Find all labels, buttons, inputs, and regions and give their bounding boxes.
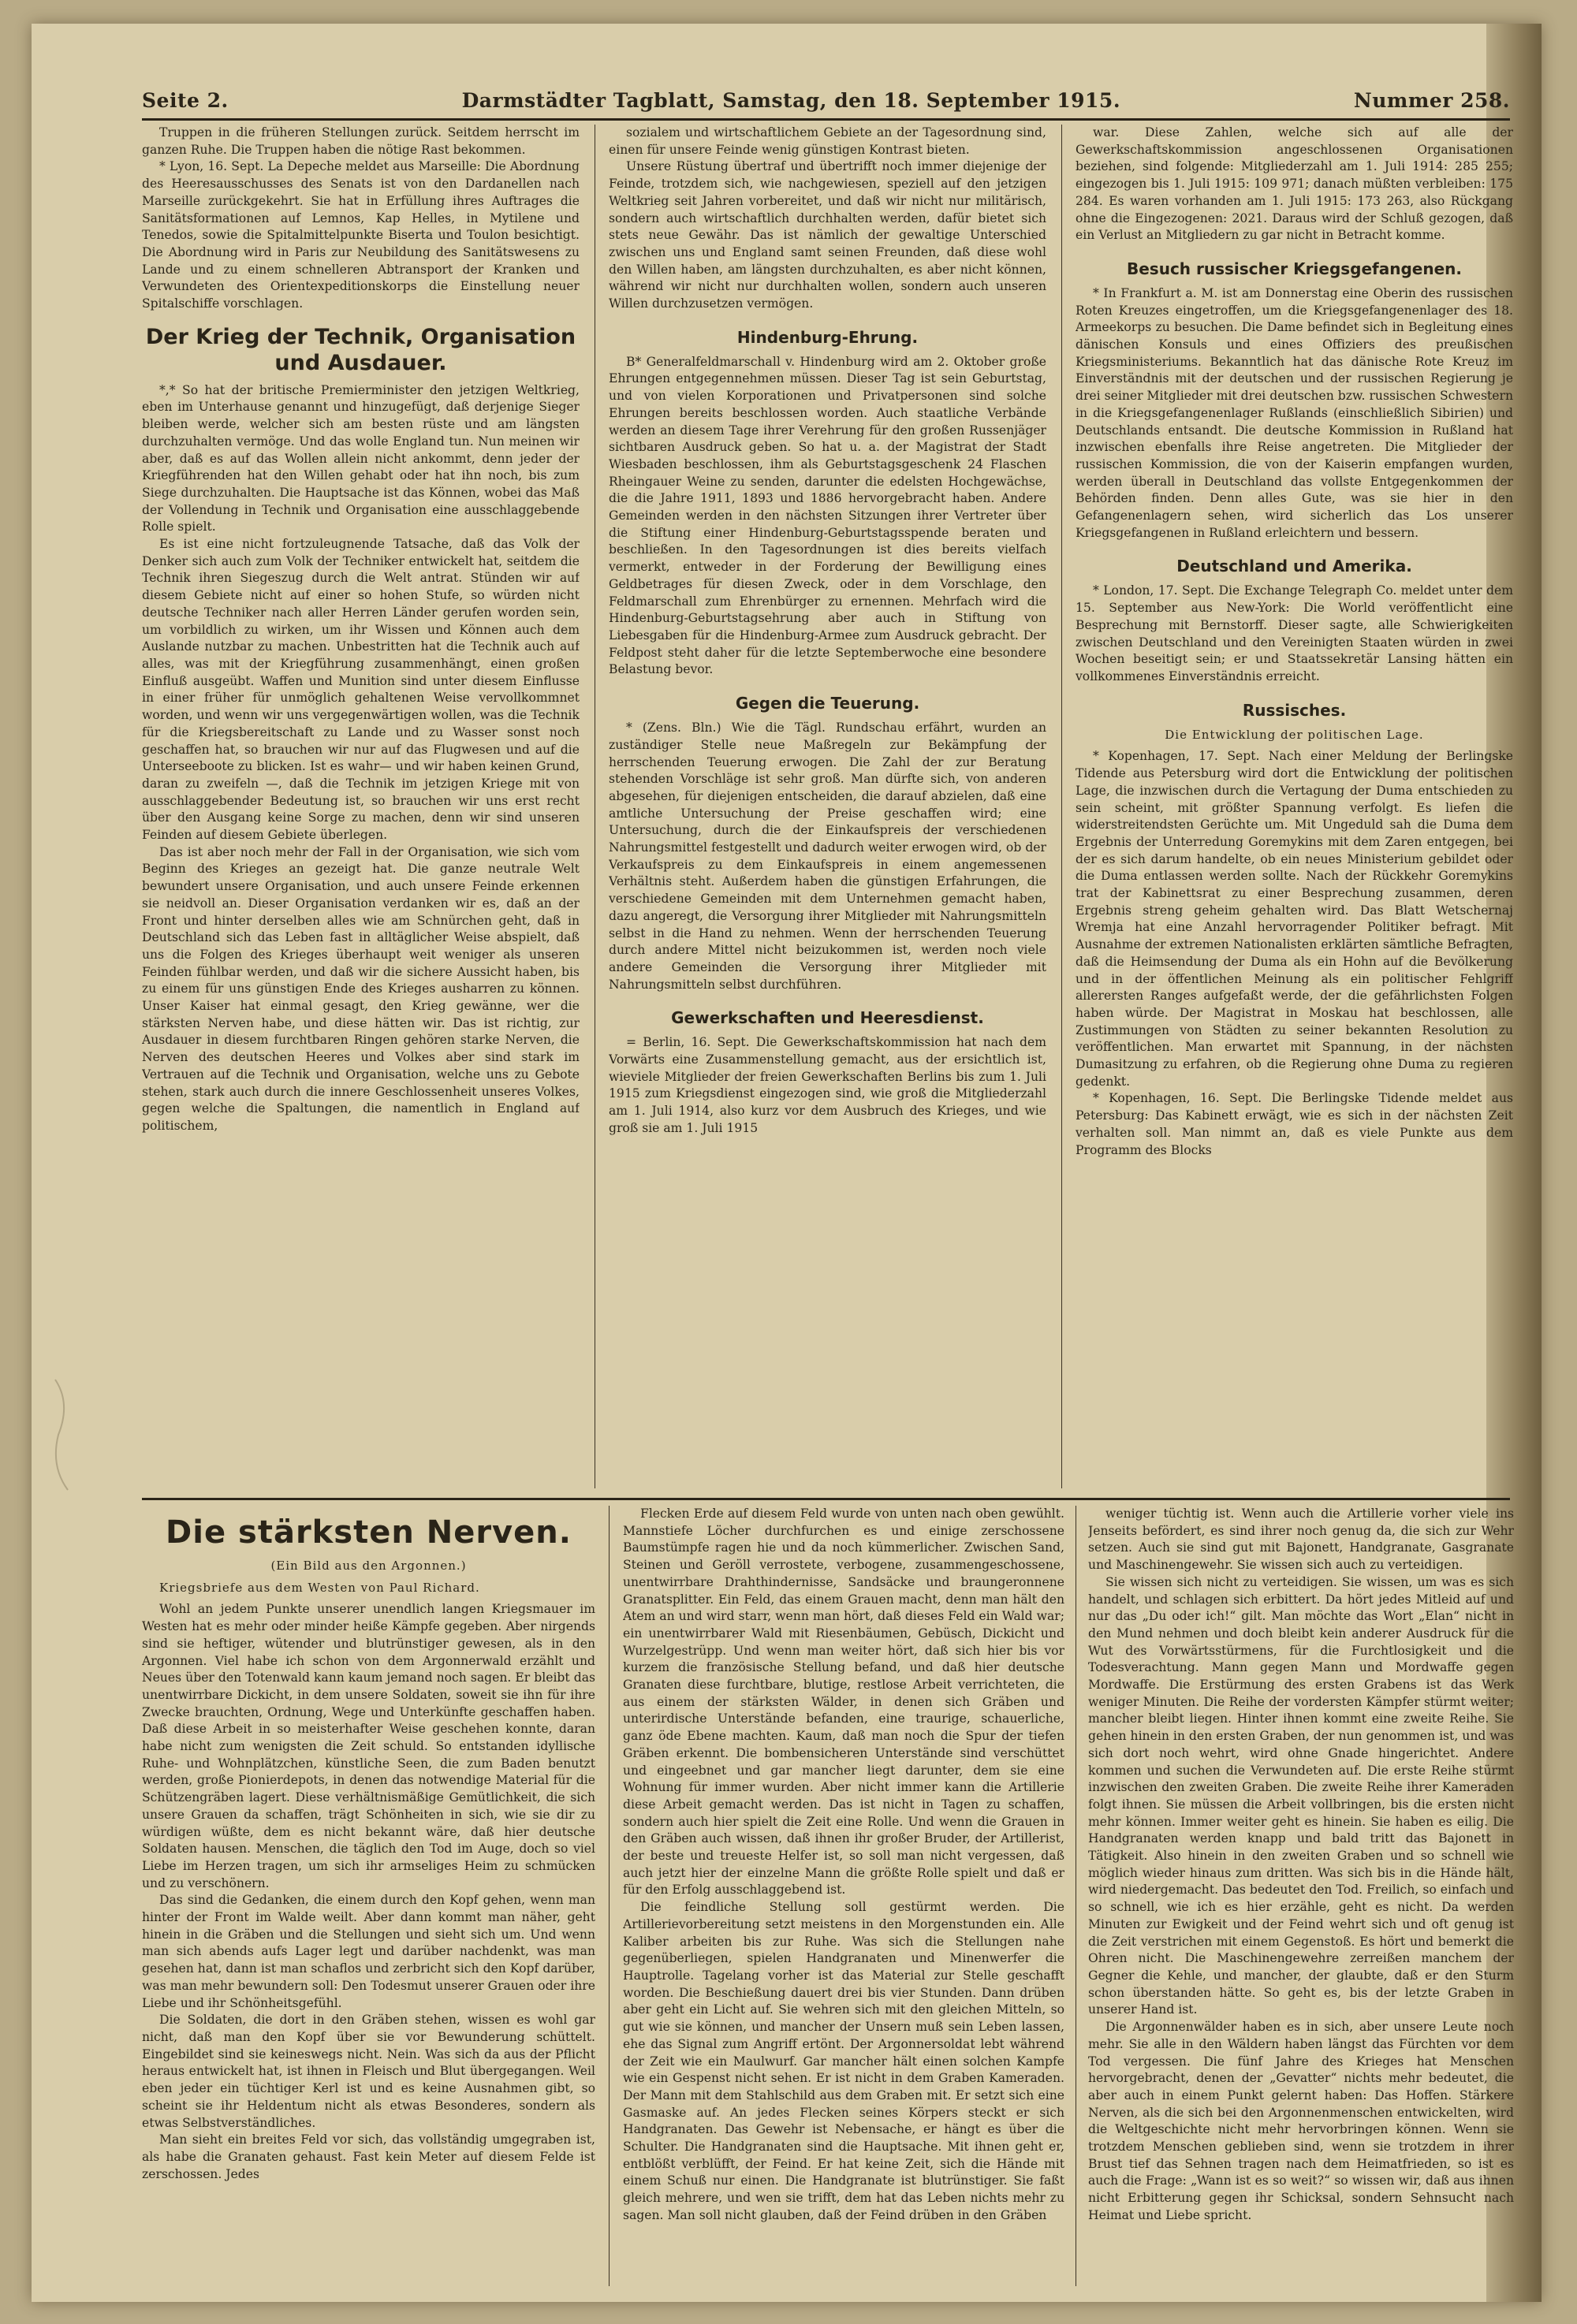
article-headline: Russisches. — [1242, 700, 1347, 720]
feuilleton-paragraph: Sie wissen sich nicht zu verteidigen. Sie wissen, um was es sich handelt, und schlagen sich erbittert. Da hört jedes Mitleid auf und nur das „Du oder ich!“ gilt. Man möchte das Wort „Elan“ nicht in den Mund nehmen und doch bleibt kein anderer Ausdruck für die Wut des Vorwärtsstürmens, für die Furchtlosigkeit und die Todesverachtung. Mann gegen Mann und Mordwaffe gegen Mordwaffe. Die Erstürmung des ersten Grabens ist das Werk weniger Minuten. Die Reihe der vordersten Kämpfer stürmt weiter; mancher bleibt liegen. Hinter ihnen kommt eine zweite Reihe. Sie gehen hinein in den ersten Graben, der nun genommen ist, und was sich dort noch wehrt, wird ohne Gnade hingerichtet. Andere kommen und suchen die Verwundeten auf. Die erste Reihe stürmt inzwischen den zweiten Graben. Die zweite Reihe ihrer Kameraden folgt ihnen. Sie müssen die Arbeit vollbringen, bis die ersten nicht mehr können. Immer weiter geht es hinein. Sie haben es eilig. Die Handgranaten werden knapp und bald tritt das Bajonett in Tätigkeit. Also hinein in den zweiten Graben und so schnell wie möglich wieder hinaus zum dritten. Was sich bis in die Hände hält, wird niedergemacht. Das bedeutet den Tod. Freilich, so einfach und so schnell, wie ich es hier erzähle, geht es nicht. Da werden Minuten zur Ewigkeit und der Feind wehrt sich und oft genug ist die Zeit verstrichen mit einem Gegenstoß. Es hört und bemerkt die Ohren nicht. Die Maschinengewehre zerreißen manchem der Gegner die Kehle, und mancher, der glaubte, daß er den Sturm schon überstanden hätte. So geht es, bis der letzte Graben in unserer Hand ist. — [1088, 1574, 1514, 2017]
article-paragraph: Truppen in die früheren Stellungen zurück. Seitdem herrscht im ganzen Ruhe. Die Truppen haben die nötige Rast bekommen. — [142, 125, 580, 157]
article-headline: Hindenburg-Ehrung. — [736, 327, 919, 347]
feuilleton-column-3 — [1088, 1506, 1514, 2294]
feuilleton-rule — [142, 1498, 1510, 1500]
feuilleton-paragraph: weniger tüchtig ist. Wenn auch die Artillerie vorher viele ins Jenseits befördert, es sind ihrer noch genug da, die sich zur Wehr setzen. Auch sie sind gut mit Bajonett, Handgranate, Gasgranate und Maschinengewehr. Sie wissen sich auch zu verteidigen. — [1088, 1507, 1514, 1573]
feuilleton-title: Die stärksten Nerven. — [166, 1514, 572, 1551]
article-paragraph: war. Diese Zahlen, welche sich auf alle der Gewerkschaftskommission angeschlossenen Organisationen beziehen, sind folgende: Mitgliederzahl am 1. Juli 1914: 285 255; eingezogen bis 1. Juli 1915: 109 971; danach müßten verbleiben: 175 284. Es waren vorhanden am 1. Juli 1915: 173 263, also Rückgang ohne die Eingezogenen: 2021. Daraus wird der Schluß gezogen, daß ein Verlust an Mitgliedern zu gar nicht in Betracht komme. — [1076, 125, 1513, 243]
article-headline: Gegen die Teuerung. — [735, 694, 920, 713]
feuilleton-paragraph: Die feindliche Stellung soll gestürmt werden. Die Artillerievorbereitung setzt meistens in den Morgenstunden ein. Alle Kaliber arbeiten bis zur Ruhe. Was sich die Stellungen nahe gegenüberliegen, spielen Handgranaten und Minenwerfer die Hauptrolle. Tagelang vorher ist das Material zur Stelle geschafft worden. Die Beschießung dauert drei bis vier Stunden. Dann drüben aber geht ein Licht auf. Sie wehren sich mit den gleichen Mitteln, so gut wie sie können, und mancher der Unsern muß sein Leben lassen, ehe das Signal zum Angriff ertönt. Der Argonnersoldat lebt während der Zeit wie ein Maulwurf. Gar mancher hält einen solchen Kampfe wie ein Gespenst nicht sehen. Er ist nicht in dem Graben Kameraden. Der Mann mit dem Stahlschild aus dem Graben mit. Er setzt sich eine Gasmaske auf. An jedes Flecken seines Körpers steckt er sich Handgranaten. Das Gewehr ist Nebensache, er hängt es über die Schulter. Die Handgranaten sind die Hauptsache. Mit ihnen geht er, entblößt verblüfft, der Feind. Er hat keine Zeit, sich die Hände mit einem Schuß nur einen. Die Handgranate ist blutrünstiger. Sie faßt gleich mehrere, und wen sie trifft, dem hat das Leben nichts mehr zu sagen. Man soll nicht glauben, daß der Feind drüben in den Gräben — [623, 1900, 1064, 2222]
article-headline: Deutschland und Amerika. — [1176, 557, 1412, 576]
feuilleton-paragraph: Wohl an jedem Punkte unserer unendlich langen Kriegsmauer im Westen hat es mehr oder minder heiße Kämpfe gegeben. Aber nirgends sind sie heftiger, wütender und blutrünstiger gewesen, als in den Argonnen. Viel habe ich schon von dem Argonnerwald erzählt und Neues über den Totenwald kann kaum jemand noch sagen. Er bleibt das unentwirrbare Dickicht, in dem unsere Soldaten, soweit sie ihn für ihre Zwecke brauchten, Ordnung, Wege und Unterkünfte geschaffen haben. Daß diese Arbeit in so meisterhafter Weise geschehen konnte, daran habe nicht zum wenigsten die Zeit schuld. So entstanden idyllische Ruhe- und Wohnplätzchen, künstliche Seen, die zum Baden benutzt werden, große Pionierdepots, in denen das notwendige Material für die Schützengräben lagert. Diese verhältnismäßige Gemütlichkeit, die sich unsere Grauen da schaffen, trägt Schönheiten in sich, wie sie dir zu würdigen wüßte, dem es nicht bekannt wäre, daß hier deutsche Soldaten hausen. Menschen, die täglich den Tod im Auge, doch so viel Liebe im Herzen tragen, um sich ihr armseliges Heim zu schmücken und zu verschönern. — [142, 1602, 595, 1890]
column-divider — [609, 1506, 610, 2286]
feuilleton-subtitle: (Ein Bild aus den Argonnen.) — [270, 1559, 467, 1573]
article-paragraph: *,* So hat der britische Premierminister den jetzigen Weltkrieg, eben im Unterhause genannt und hinzugefügt, daß derjenige Sieger bleiben werde, welcher sich am besten rüste und am längsten durchzuhalten vermöge. Und das wolle England tun. Nun meinen wir aber, daß es auf das Wollen allein nicht ankommt, denn jeder der Kriegführenden hat den Willen gehabt oder hat ihn noch, bis zum Siege durchzuhalten. Die Hauptsache ist das Können, wobei das Maß der Vollendung in Technik und Organisation eine ausschlaggebende Rolle spielt. — [142, 382, 580, 534]
header-rule — [142, 118, 1510, 121]
article-headline: Gewerkschaften und Heeresdienst. — [671, 1008, 984, 1028]
feuilleton-paragraph: Das sind die Gedanken, die einem durch den Kopf gehen, wenn man hinter der Front im Walde weilt. Aber dann kommt man näher, geht hinein in die Gräben und die Stellungen und sieht sich um. Und wenn man sich abends aufs Lager legt und darüber nachdenkt, was man gesehen hat, dann ist man schaflos und zerbricht sich den Kopf darüber, was man mehr bewundern soll: Den Todesmut unserer Grauen oder ihre Liebe und ihr Schönheitsgefühl. — [142, 1893, 595, 2010]
column-1 — [142, 125, 580, 1492]
article-headline: Besuch russischer Kriegsgefangenen. — [1127, 259, 1462, 278]
article-paragraph: * Kopenhagen, 17. Sept. Nach einer Meldung der Berlingske Tidende aus Petersburg wird dort die Entwicklung der politischen Lage, die inzwischen durch die Vertagung der Duma entschieden zu sein scheint, mit größter Spannung verfolgt. Es liefen die widerstreitendsten Gerüchte um. Mit Ungeduld sah die Duma dem Ergebnis der Unterredung Goremykins mit dem Zaren entgegen, bei der es sich darum handelte, ob ein neues Ministerium gebildet oder die Duma entlassen werden sollte. Nach der Rückkehr Goremykins trat der Kabinettsrat zu einer Besprechung zusammen, deren Ergebnis streng geheim gehalten wird. Das Blatt Wetschernaj Wremja hat eine Anzahl hervorragender Politiker befragt. Mit Ausnahme der extremen Nationalisten erklärten sämtliche Befragten, daß die Heimsendung der Duma als ein Hohn auf die Bevölkerung und in der öffentlichen Meinung als ein politischer Fehlgriff allerersten Ranges aufgefaßt werde, der die gefährlichsten Folgen haben würde. Der Magistrat in Moskau hat beschlossen, alle Zustimmungen von Städten zu seiner bekannten Resolution zu veröffentlichen. Man erwartet mit Spannung, in der nächsten Dumasitzung zu erfahren, ob die Regierung ohne Duma zu regieren gedenkt. — [1076, 749, 1513, 1089]
article-paragraph: = Berlin, 16. Sept. Die Gewerkschaftskommission hat nach dem Vorwärts eine Zusammenstellung gemacht, aus der ersichtlich ist, wieviele Mitglieder der freien Gewerkschaften Berlins bis zum 1. Juli 1915 zum Kriegsdienst eingezogen sind, wie groß die Mitgliederzahl am 1. Juli 1914, also kurz vor dem Ausbruch des Krieges, und wie groß sie am 1. Juli 1915 — [609, 1035, 1046, 1135]
feuilleton-column-1 — [142, 1506, 595, 2294]
article-paragraph: * London, 17. Sept. Die Exchange Telegraph Co. meldet unter dem 15. September aus New-York: Die World veröffentlicht eine Besprechung mit Bernstorff. Dieser sagte, alle Schwierigkeiten zwischen Deutschland und den Vereinigten Staaten würden in zwei Wochen beseitigt sein; er und Staatssekretär Lansing hätten ein vollkommenes Einverständnis erreicht. — [1076, 583, 1513, 683]
article-paragraph: * Kopenhagen, 16. Sept. Die Berlingske Tidende meldet aus Petersburg: Das Kabinett erwägt, wie es sich in der nächsten Zeit verhalten soll. Man nimmt an, daß es viele Punkte aus dem Programm des Blocks — [1076, 1091, 1513, 1157]
article-paragraph: B* Generalfeldmarschall v. Hindenburg wird am 2. Oktober große Ehrungen entgegennehmen müssen. Dieser Tag ist sein Geburtstag, und von vielen Korporationen und Privatpersonen sind solche Ehrungen bereits beschlossen worden. Auch staatliche Verbände werden an diesem Tage ihrer Verehrung für den großen Russenjäger sichtbaren Ausdruck geben. So hat u. a. der Magistrat der Stadt Wiesbaden beschlossen, ihm als Geburtstagsgeschenk 24 Flaschen Rheingauer Weine zu senden, darunter die edelsten Hochgewächse, die die Jahre 1911, 1893 und 1886 hervorgebracht haben. Andere Gemeinden werden in den nächsten Sitzungen ihrer Vertreter über die Stiftung einer Hindenburg-Geburtstagsspende beraten und beschließen. In den Tagesordnungen ist dies bereits vielfach vermerkt, entweder in der Forderung der Bewilligung eines Geldbetrages für diesen Zweck, oder in dem Vorschlage, den Feldmarschall zum Ehrenbürger zu ernennen. Mehrfach wird die Hindenburg-Geburtstagsehrung aber auch in Stiftung von Liebesgaben für die Hindenburg-Armee zum Ausdruck gebracht. Der Feldpost steht daher für die letzte Septemberwoche eine besondere Belastung bevor. — [609, 354, 1046, 677]
masthead: Darmstädter Tagblatt, Samstag, den 18. September 1915. — [461, 88, 1121, 112]
column-divider — [1061, 125, 1062, 1488]
article-paragraph: * In Frankfurt a. M. ist am Donnerstag eine Oberin des russischen Roten Kreuzes eingetroffen, um die Kriegsgefangenenlager des 18. Armeekorps zu besuchen. Die Dame befindet sich in Begleitung eines dänischen Konsuls und eines Offiziers des preußischen Kriegsministeriums. Bekanntlich hat das dänische Rote Kreuz im Einverständnis mit der deutschen und der russischen Regierung je drei seiner Mitglieder mit drei deutschen bzw. russischen Schwestern in die Kriegsgefangenenlager Rußlands (einschließlich Sibirien) und Deutschlands entsandt. Die deutsche Kommission in Rußland hat inzwischen ebenfalls ihre Reise angetreten. Die Mitglieder der russischen Kommission, die von der Kaiserin empfangen wurden, werden überall in Deutschland das vollste Entgegenkommen der Behörden finden. Denn alles Gute, was sie hier in den Gefangenenlagern sehen, wird sicherlich das Los unserer Kriegsgefangenen in Rußland erleichtern und bessern. — [1076, 285, 1513, 540]
pencil-mark — [47, 1372, 79, 1498]
feuilleton-paragraph: Flecken Erde auf diesem Feld wurde von unten nach oben gewühlt. Mannstiefe Löcher durchfurchen es und einige zerschossene Baumstümpfe ragen hie und da noch kümmerlicher. Zwischen Sand, Steinen und Geröll verrostete, verbogene, zusammengeschossene, unentwirrbare Drahthindernisse, Sandsäcke und braungeronnene Granatsplitter. Ein Feld, das einem Grauen macht, denn man hält den Atem an und wird starr, wenn man hört, daß dieses Feld ein Wald war; ein unentwirrbarer Wald mit Riesenbäumen, Gebüsch, Dickicht und Wurzelgestrüpp. Und wenn man weiter hört, daß sich hier bis vor kurzem die französische Stellung befand, und daß hier deutsche Granaten diese furchtbare, blutige, restlose Arbeit verrichteten, die aus einem der stärksten Wälder, in denen sich Gräben und unterirdische Unterstände befanden, eine traurige, schauerliche, ganz öde Ebene machten. Kaum, daß man noch die Spur der tiefen Gräben erkennt. Die bombensicheren Unterstände sind verschüttet und eingeebnet und gar mancher liegt darunter, dem sie eine Wohnung für immer wurden. Aber nicht immer kann die Artillerie diese Arbeit gemacht werden. Das ist nicht in Tagen zu schaffen, sondern auch hier spielt die Zeit eine Rolle. Und wenn die Grauen in den Gräben auch wissen, daß ihnen ihr großer Bruder, der Artillerist, der beste und treueste Helfer ist, so soll man nicht vergessen, daß auch jetzt hier der einzelne Mann die größte Rolle spielt und daß er für den Erfolg ausschlaggebend ist. — [623, 1507, 1064, 1898]
page-header — [142, 83, 1510, 117]
feuilleton-paragraph: Die Argonnenwälder haben es in sich, aber unsere Leute noch mehr. Sie alle in den Wäldern haben längst das Fürchten vor dem Tod vergessen. Die fünf Jahre des Krieges hat Menschen hervorgebracht, denen der „Gevatter“ nichts mehr bedeutet, die aber auch in einem Punkt gelernt haben: Das Hoffen. Stärkere Nerven, als die sich bei den Argonnenmenschen entwickelten, wird die Weltgeschichte nicht mehr hervorbringen können. Wenn sie trotzdem Menschen geblieben sind, wenn sie trotzdem in ihrer Brust tief das Sehnen tragen nach dem Heimatfrieden, so ist es auch die Frage: „Wann ist es so weit?“ so wissen wir, daß aus ihnen nicht Erbitterung gegen ihr Schicksal, sondern Sehnsucht nach Heimat und Liebe spricht. — [1088, 2020, 1514, 2222]
article-paragraph: sozialem und wirtschaftlichem Gebiete an der Tagesordnung sind, einen für unsere Feinde wenig günstigen Kontrast bieten. — [609, 125, 1046, 157]
issue-number: Nummer 258. — [1353, 88, 1510, 112]
column-3 — [1076, 125, 1513, 1492]
column-2 — [609, 125, 1046, 1492]
article-paragraph: Unsere Rüstung übertraf und übertrifft noch immer diejenige der Feinde, trotzdem sich, wie nachgewiesen, speziell auf den jetzigen Weltkrieg seit Jahren vorbereitet, und daß wir nicht nur militärisch, sondern auch wirtschaftlich durchhalten werden, dafür bietet sich stets neue Gewähr. Das ist nämlich der gewaltige Unterschied zwischen uns und England samt seinen Freunden, daß diese wohl den Willen haben, am längsten durchzuhalten, es aber nicht können, während wir nicht nur durchhalten wollen, sondern auch unseren Willen durchzusetzen vermögen. — [609, 159, 1046, 311]
feuilleton-paragraph: Die Soldaten, die dort in den Gräben stehen, wissen es wohl gar nicht, daß man den Kopf über sie vor Bewunderung schüttelt. Eingebildet sind sie keineswegs nicht. Nein. Was sich da aus der Pflicht heraus entwickelt hat, ist ihnen in Fleisch und Blut übergegangen. Weil eben jeder ein tüchtiger Kerl ist und es keine Ausnahmen gibt, so scheint sie ihr Heldentum nicht als etwas Besonderes, sondern als etwas Selbstverständliches. — [142, 2013, 595, 2130]
page-label: Seite 2. — [142, 88, 229, 112]
article-headline: Der Krieg der Technik, Organisation und Ausdauer. — [145, 324, 576, 375]
feuilleton-byline: Kriegsbriefe aus dem Westen von Paul Richard. — [159, 1580, 480, 1595]
feuilleton-paragraph: Man sieht ein breites Feld vor sich, das vollständig umgegraben ist, als habe die Granaten gehaust. Fast kein Meter auf diesem Felde ist zerschossen. Jedes — [142, 2132, 595, 2181]
article-paragraph: * Lyon, 16. Sept. La Depeche meldet aus Marseille: Die Abordnung des Heeresausschusses des Senats ist von den Dardanellen nach Marseille zurückgekehrt. Sie hat in Erfüllung ihres Auftrages die Sanitätsformationen auf Lemnos, Kap Helles, in Mytilene und Tenedos, sowie die Spitalmittelpunkte Biserta und Toulon besichtigt. Die Abordnung wird in Paris zur Neubildung des Sanitätswesens zu Lande und zu einem schnelleren Abtransport der Kranken und Verwundeten des Orientexpeditionskorps die Einstellung neuer Spitalschiffe vorschlagen. — [142, 159, 580, 311]
article-paragraph: Es ist eine nicht fortzuleugnende Tatsache, daß das Volk der Denker sich auch zum Volk der Techniker entwickelt hat, seitdem die Technik ihren Siegeszug durch die Welt antrat. Stünden wir auf diesem Gebiete nicht auf einer so hohen Stufe, so würden nicht deutsche Techniker nach aller Herren Länder gerufen worden sein, um vorbildlich zu wirken, um ihr Wissen und Können auch dem Auslande nutzbar zu machen. Unbestritten hat die Technik auch auf alles, was mit der Kriegführung zusammenhängt, einen großen Einfluß ausgeübt. Waffen und Munition sind unter diesem Einflusse in einer früher für unmöglich gehaltenen Weise vervollkommnet worden, und wenn wir uns vergegenwärtigen wollen, was die Technik für die Kriegsbereitschaft zu Lande und zu Wasser sonst noch geschaffen hat, so brauchen wir nur auf das Flugwesen und auf die Unterseeboote zu blicken. Ist es wahr— und wir haben keinen Grund, daran zu zweifeln —, daß die Technik im jetzigen Kriege mit von ausschlaggebender Bedeutung ist, so brauchen wir uns erst recht über den Ausgang keine Sorge zu machen, denn wir sind unseren Feinden auf diesem Gebiete überlegen. — [142, 537, 580, 843]
article-paragraph: Das ist aber noch mehr der Fall in der Organisation, wie sich vom Beginn des Krieges an gezeigt hat. Die ganze neutrale Welt bewundert unsere Organisation, und auch unsere Feinde erkennen sie neidvoll an. Dieser Organisation verdanken wir es, daß an der Front und hinter derselben alles wie am Schnürchen geht, daß in Deutschland sich das Leben fast in alltäglicher Weise abspielt, daß uns die Folgen des Krieges überhaupt weit weniger als unseren Feinden fühlbar werden, und daß wir die sichere Aussicht haben, bis zu einem für uns günstigen Ende des Krieges ausharren zu können. Unser Kaiser hat einmal gesagt, den Krieg gewänne, wer die stärksten Nerven habe, und diese hätten wir. Das ist richtig, zur Ausdauer in diesem furchtbaren Ringen gehören starke Nerven, die Nerven des deutschen Heeres und Volkes aber sind stark im Vertrauen auf die Technik und Organisation, welche uns zu Gebote stehen, stark auch durch die innere Geschlossenheit unseres Volkes, gegen welche die Spaltungen, die namentlich in England auf politischem, — [142, 844, 580, 1133]
article-subheadline: Die Entwicklung der politischen Lage. — [1165, 727, 1424, 742]
feuilleton-column-2 — [623, 1506, 1064, 2294]
article-paragraph: * (Zens. Bln.) Wie die Tägl. Rundschau erfährt, wurden an zuständiger Stelle neue Maßregeln zur Bekämpfung der herrschenden Teuerung erwogen. Die Zahl der zur Beratung stehenden Vorschläge ist sehr groß. Man dürfte sich, von anderen abgesehen, für diejenigen entscheiden, die darauf abzielen, daß eine amtliche Untersuchung der Preise geschaffen wird; eine Untersuchung, durch die der Einkaufspreis der verschiedenen Nahrungsmittel festgestellt und dadurch weiter erwogen wird, ob der Verkaufspreis zu dem Einkaufspreis in einem angemessenen Verhältnis steht. Außerdem haben die günstigen Erfahrungen, die verschiedene Gemeinden mit dem Unternehmen gemacht haben, dazu angeregt, die Versorgung ihrer Mitglieder mit Nahrungsmitteln selbst in die Hand zu nehmen. Wenn der herrschenden Teuerung durch andere Mittel nicht beizukommen ist, werden noch viele andere Gemeinden die Versorgung ihrer Mitglieder mit Nahrungsmitteln selbst durchführen. — [609, 721, 1046, 992]
